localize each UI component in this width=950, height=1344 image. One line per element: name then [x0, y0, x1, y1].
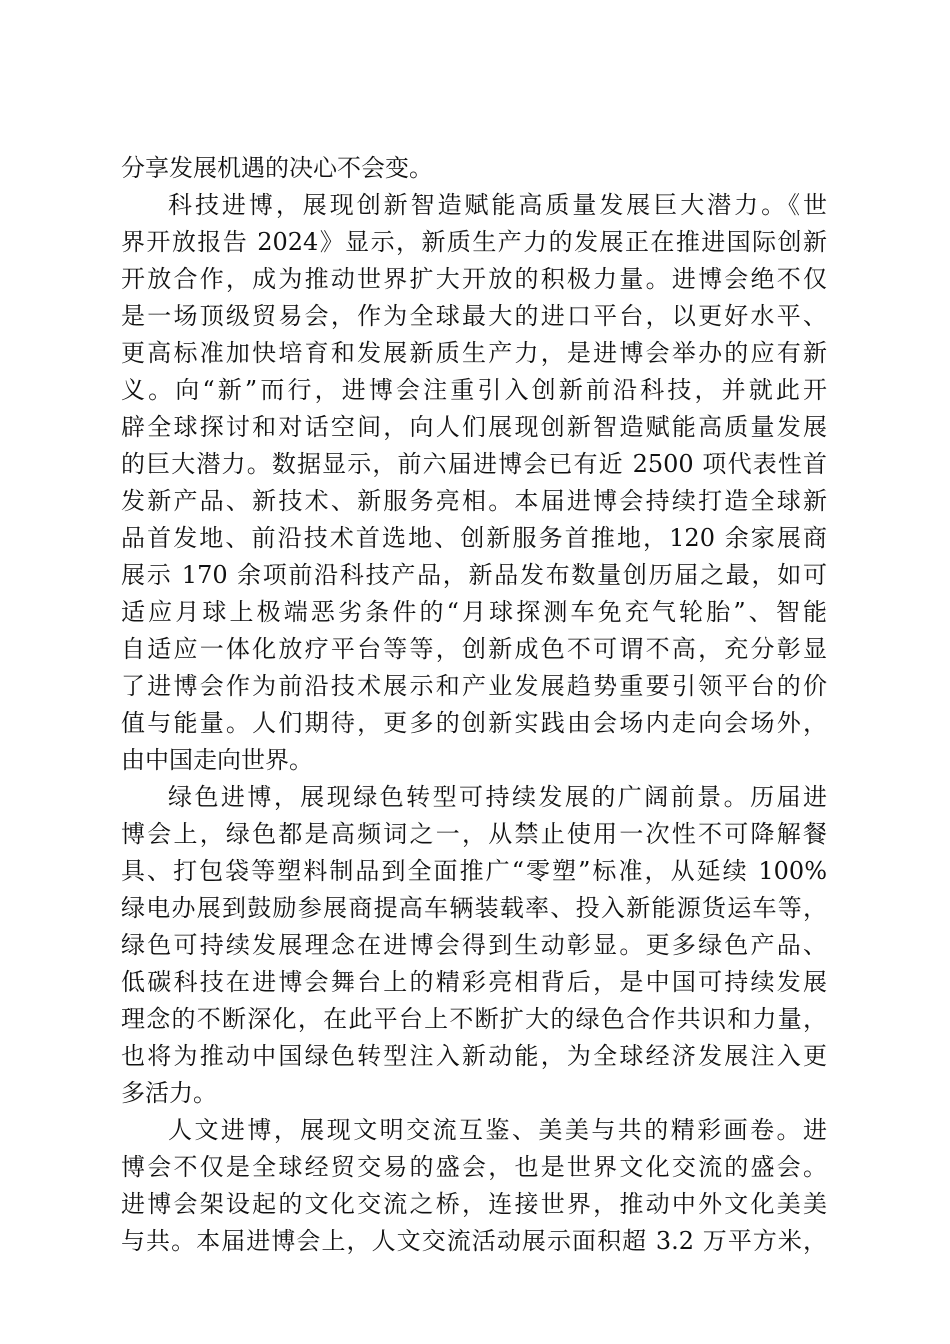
text-line: 更高标准加快培育和发展新质生产力，是进博会举办的应有新: [121, 339, 827, 367]
text-line: 的巨大潜力。数据显示，前六届进博会已有近 2500 项代表性首: [121, 450, 827, 478]
text-line: 由中国走向世界。: [121, 746, 313, 774]
text-line: 多活力。: [121, 1079, 217, 1107]
text-line: 了进博会作为前沿技术展示和产业发展趋势重要引领平台的价: [121, 672, 827, 700]
text-line: 展示 170 余项前沿科技产品，新品发布数量创历届之最，如可: [121, 561, 827, 589]
text-line: 与共。本届进博会上，人文交流活动展示面积超 3.2 万平方米，: [121, 1227, 827, 1255]
text-line: 发新产品、新技术、新服务亮相。本届进博会持续打造全球新: [121, 487, 827, 515]
text-line: 绿色可持续发展理念在进博会得到生动彰显。更多绿色产品、: [121, 931, 827, 959]
paragraph-start-line: 绿色进博，展现绿色转型可持续发展的广阔前景。历届进: [168, 783, 827, 811]
text-line: 品首发地、前沿技术首选地、创新服务首推地，120 余家展商: [121, 524, 827, 552]
text-line: 是一场顶级贸易会，作为全球最大的进口平台，以更好水平、: [121, 302, 827, 330]
text-line: 低碳科技在进博会舞台上的精彩亮相背后，是中国可持续发展: [121, 968, 827, 996]
text-line: 分享发展机遇的决心不会变。: [121, 154, 433, 182]
text-line: 界开放报告 2024》显示，新质生产力的发展正在推进国际创新: [121, 228, 827, 256]
paragraph-start-line: 人文进博，展现文明交流互鉴、美美与共的精彩画卷。进: [168, 1116, 827, 1144]
text-line: 博会不仅是全球经贸交易的盛会，也是世界文化交流的盛会。: [121, 1153, 827, 1181]
text-line: 理念的不断深化，在此平台上不断扩大的绿色合作共识和力量，: [121, 1005, 827, 1033]
text-line: 义。向“新”而行，进博会注重引入创新前沿科技，并就此开: [121, 376, 827, 404]
text-line: 进博会架设起的文化交流之桥，连接世界，推动中外文化美美: [121, 1190, 827, 1218]
paragraph-start-line: 科技进博，展现创新智造赋能高质量发展巨大潜力。《世: [168, 191, 827, 219]
text-line: 也将为推动中国绿色转型注入新动能，为全球经济发展注入更: [121, 1042, 827, 1070]
text-line: 自适应一体化放疗平台等等，创新成色不可谓不高，充分彰显: [121, 635, 827, 663]
text-line: 具、打包袋等塑料制品到全面推广“零塑”标准，从延续 100%: [121, 857, 827, 885]
text-line: 适应月球上极端恶劣条件的“月球探测车免充气轮胎”、智能: [121, 598, 827, 626]
text-line: 博会上，绿色都是高频词之一，从禁止使用一次性不可降解餐: [121, 820, 827, 848]
text-line: 开放合作，成为推动世界扩大开放的积极力量。进博会绝不仅: [121, 265, 827, 293]
text-line: 值与能量。人们期待，更多的创新实践由会场内走向会场外，: [121, 709, 827, 737]
text-line: 绿电办展到鼓励参展商提高车辆装载率、投入新能源货运车等，: [121, 894, 827, 922]
text-line: 辟全球探讨和对话空间，向人们展现创新智造赋能高质量发展: [121, 413, 827, 441]
